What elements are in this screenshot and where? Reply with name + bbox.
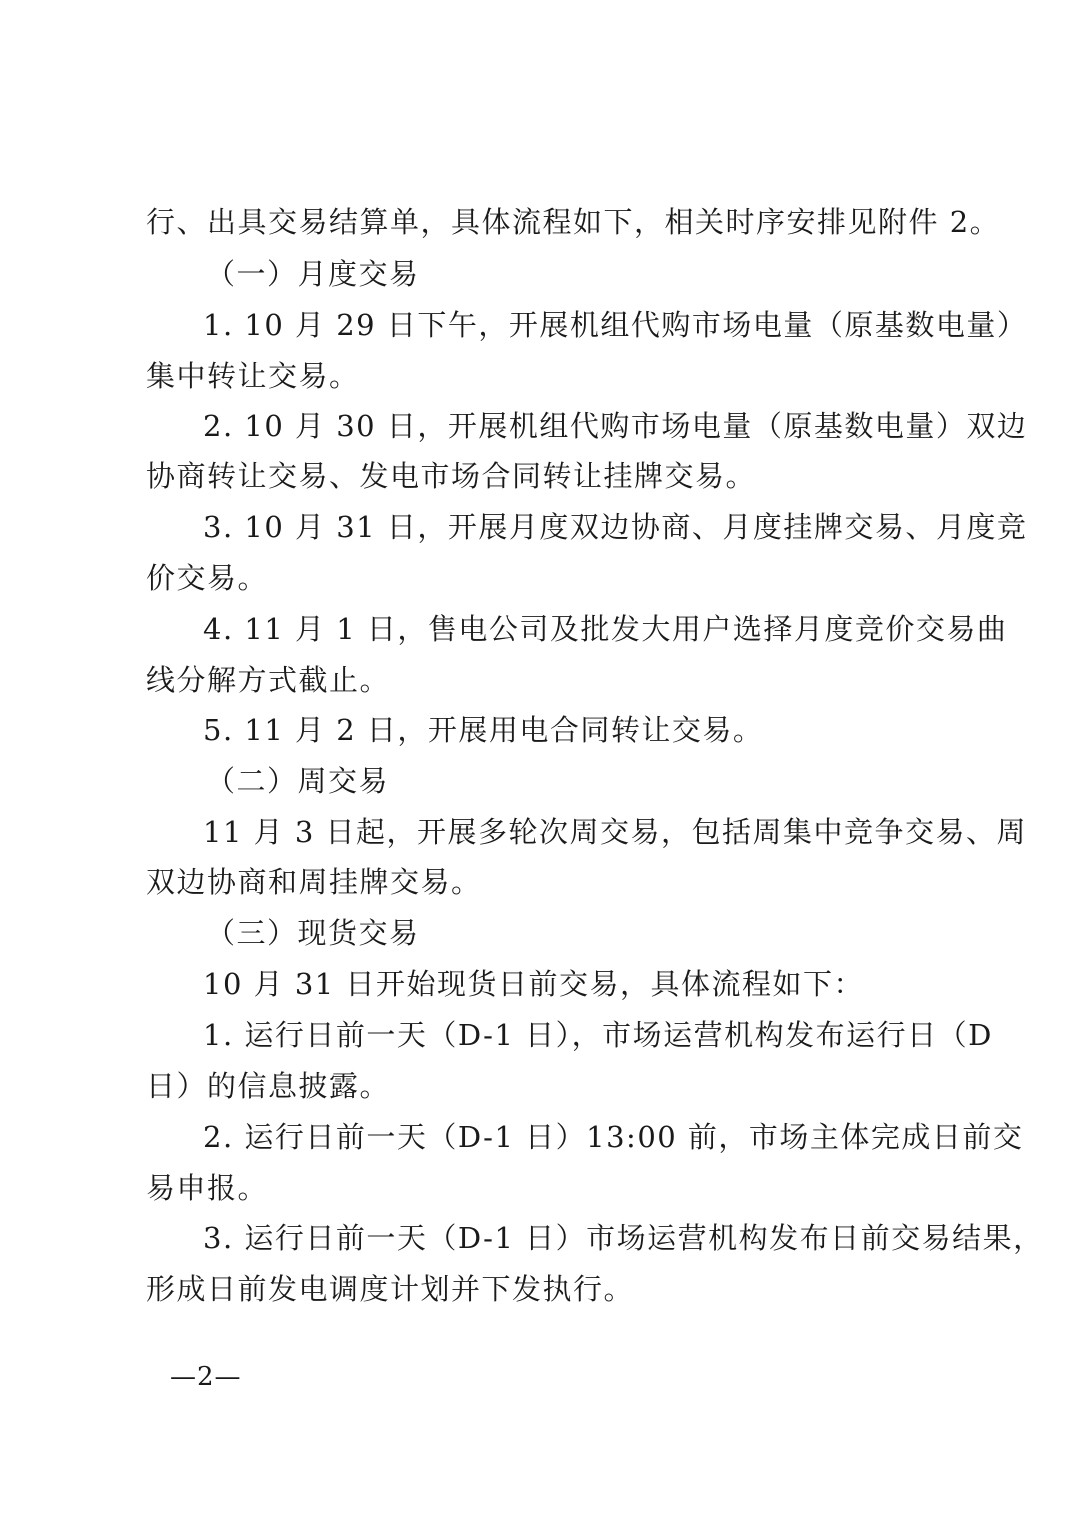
spot-item-2-line-1: 2. 运行日前一天（D-1 日）13:00 前，市场主体完成日前交 bbox=[203, 1120, 1024, 1154]
spot-item-2-line-2: 易申报。 bbox=[146, 1171, 269, 1205]
section-heading-spot: （三）现货交易 bbox=[206, 916, 420, 950]
paragraph-line: 行、出具交易结算单，具体流程如下，相关时序安排见附件 2。 bbox=[146, 205, 1001, 239]
spot-item-1-line-1: 1. 运行日前一天（D-1 日），市场运营机构发布运行日（D bbox=[203, 1018, 993, 1052]
spot-item-1-line-2: 日）的信息披露。 bbox=[146, 1069, 391, 1103]
list-item-1-line-1: 1. 10 月 29 日下午，开展机组代购市场电量（原基数电量） bbox=[203, 308, 1028, 342]
list-item-5: 5. 11 月 2 日，开展用电合同转让交易。 bbox=[203, 713, 764, 747]
list-item-1-line-2: 集中转让交易。 bbox=[146, 359, 360, 393]
list-item-4-line-2: 线分解方式截止。 bbox=[146, 663, 391, 697]
list-item-3-line-1: 3. 10 月 31 日，开展月度双边协商、月度挂牌交易、月度竞 bbox=[203, 510, 1028, 544]
spot-item-3-line-2: 形成日前发电调度计划并下发执行。 bbox=[146, 1272, 635, 1306]
weekly-paragraph-line-2: 双边协商和周挂牌交易。 bbox=[146, 865, 482, 899]
list-item-2-line-1: 2. 10 月 30 日，开展机组代购市场电量（原基数电量）双边 bbox=[203, 409, 1028, 443]
spot-item-3-line-1: 3. 运行日前一天（D-1 日）市场运营机构发布日前交易结果， bbox=[203, 1221, 1044, 1255]
list-item-4-line-1: 4. 11 月 1 日，售电公司及批发大用户选择月度竞价交易曲 bbox=[203, 612, 1008, 646]
section-heading-weekly: （二）周交易 bbox=[206, 764, 390, 798]
weekly-paragraph-line-1: 11 月 3 日起，开展多轮次周交易，包括周集中竞争交易、周 bbox=[203, 815, 1028, 849]
section-heading-monthly: （一）月度交易 bbox=[206, 257, 420, 291]
list-item-3-line-2: 价交易。 bbox=[146, 561, 269, 595]
spot-intro: 10 月 31 日开始现货日前交易，具体流程如下： bbox=[203, 967, 864, 1001]
list-item-2-line-2: 协商转让交易、发电市场合同转让挂牌交易。 bbox=[146, 459, 757, 493]
page-number: —2— bbox=[170, 1362, 242, 1392]
